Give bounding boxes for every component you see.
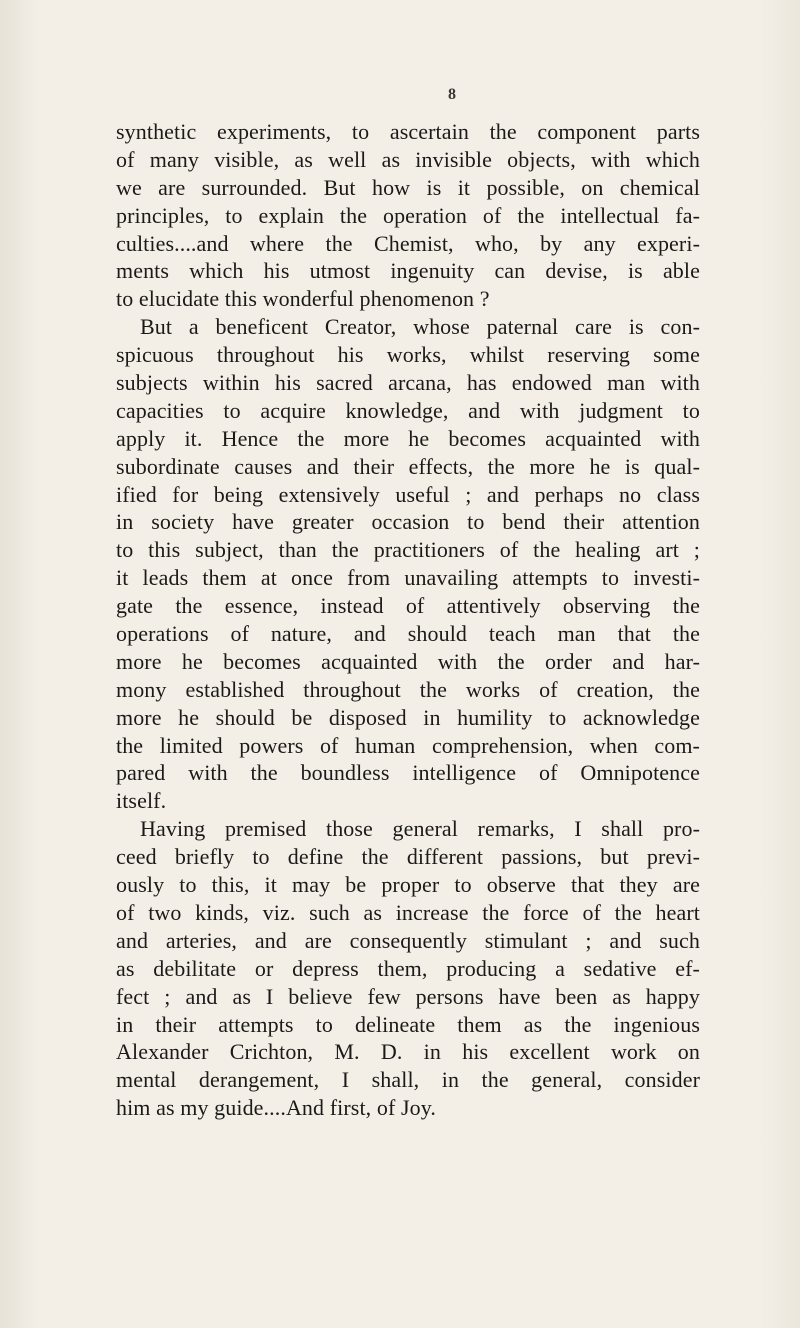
text-line: as debilitate or depress them, producing a sedative ef-	[116, 955, 700, 981]
text-line: mental derangement, I shall, in the general, consider	[116, 1067, 700, 1093]
text-line: Alexander Crichton, M. D. in his excellent work on	[116, 1039, 700, 1065]
page-number: 8	[448, 86, 456, 103]
text-line: subordinate causes and their effects, the more he is qual-	[116, 453, 700, 479]
text-line: itself.	[116, 788, 167, 814]
text-line: culties....and where the Chemist, who, by any experi-	[116, 230, 700, 256]
text-line: subjects within his sacred arcana, has endowed man with	[116, 370, 700, 396]
text-line: more he becomes acquainted with the order and har-	[116, 648, 700, 674]
text-line: the limited powers of human comprehension, when com-	[116, 732, 700, 758]
text-line: But a beneficent Creator, whose paternal care is con-	[140, 314, 700, 340]
text-line: pared with the boundless intelligence of Omnipotence	[116, 760, 700, 786]
text-line: and arteries, and are consequently stimulant ; and such	[116, 927, 700, 953]
text-line: apply it. Hence the more he becomes acquainted with	[116, 425, 700, 451]
text-line: ments which his utmost ingenuity can devise, is able	[116, 258, 700, 284]
text-line: him as my guide....And first, of Joy.	[116, 1095, 437, 1121]
text-line: ceed briefly to define the different passions, but previ-	[116, 844, 700, 870]
text-line: Having premised those general remarks, I shall pro-	[140, 816, 700, 842]
text-line: more he should be disposed in humility to acknowledge	[116, 704, 700, 730]
text-line: spicuous throughout his works, whilst reserving some	[116, 342, 700, 368]
text-line: gate the essence, instead of attentively observing the	[116, 593, 700, 619]
text-line: of many visible, as well as invisible objects, with which	[116, 146, 700, 172]
text-line: to this subject, than the practitioners of the healing art ;	[116, 537, 700, 563]
text-line: principles, to explain the operation of the intellectual fa-	[116, 202, 700, 228]
text-line: operations of nature, and should teach man that the	[116, 621, 700, 647]
text-line: ified for being extensively useful ; and perhaps no class	[116, 481, 700, 507]
text-line: it leads them at once from unavailing attempts to investi-	[116, 565, 700, 591]
text-line: mony established throughout the works of creation, the	[116, 676, 700, 702]
body-text	[116, 118, 700, 1122]
text-line: in society have greater occasion to bend their attention	[116, 509, 700, 535]
text-line: to elucidate this wonderful phenomenon ?	[116, 286, 490, 312]
text-line: in their attempts to delineate them as the ingenious	[116, 1011, 700, 1037]
text-line: we are surrounded. But how is it possible, on chemical	[116, 174, 700, 200]
text-line: ously to this, it may be proper to observe that they are	[116, 872, 700, 898]
text-line: of two kinds, viz. such as increase the force of the heart	[116, 899, 700, 925]
text-line: synthetic experiments, to ascertain the component parts	[116, 119, 700, 144]
text-line: capacities to acquire knowledge, and with judgment to	[116, 397, 700, 423]
text-line: fect ; and as I believe few persons have been as happy	[116, 983, 700, 1009]
